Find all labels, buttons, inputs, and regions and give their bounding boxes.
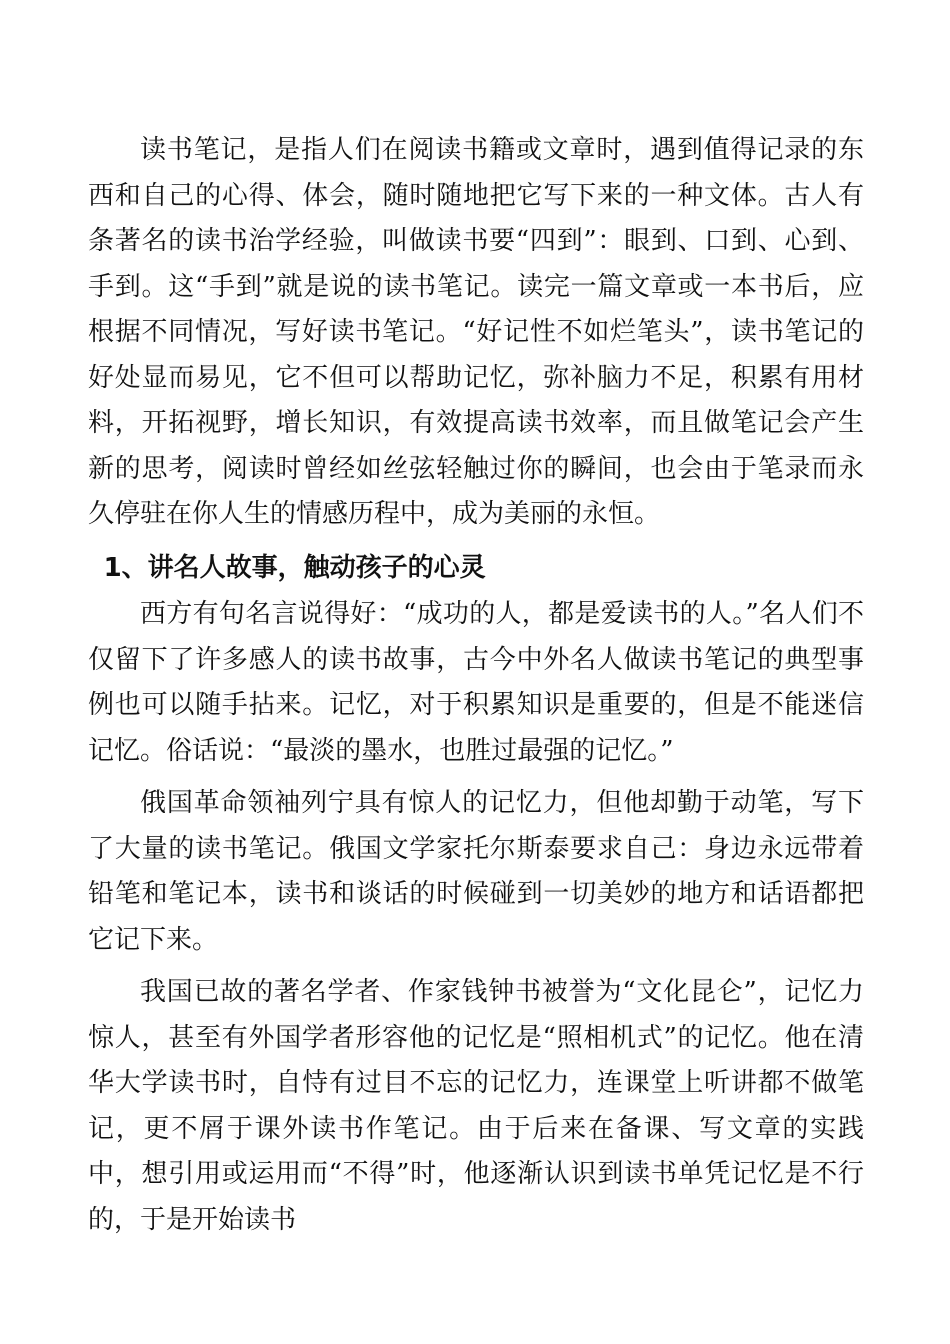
paragraph-gap — [88, 538, 864, 545]
intro-paragraph: 读书笔记，是指人们在阅读书籍或文章时，遇到值得记录的东西和自己的心得、体会，随时随地把它写下来的一种文体。古人有条著名的读书治学经验，叫做读书要“四到”：眼到、口到、心到、手到。这“手到”就是说的读书笔记。读完一篇文章或一本书后，应根据不同情况，写好读书笔记。“好记性不如烂笔头”，读书笔记的好处显而易见，它不但可以帮助记忆，弥补脑力不足，积累有用材料，开拓视野，增长知识，有效提高读书效率，而且做笔记会产生新的思考，阅读时曾经如丝弦轻触过你的瞬间，也会由于笔录而永久停驻在你人生的情感历程中，成为美丽的永恒。 — [88, 135, 864, 529]
paragraph-gap — [88, 774, 864, 781]
section-heading: 1、讲名人故事，触动孩子的心灵 — [103, 552, 486, 583]
section-paragraph-3: 我国已故的著名学者、作家钱钟书被誉为“文化昆仑”，记忆力惊人，甚至有外国学者形容他的记忆是“照相机式”的记忆。他在清华大学读书时，自恃有过目不忘的记忆力，连课堂上听讲都不做笔记，更不屑于课外读书作笔记。由于后来在备课、写文章的实践中，想引用或运用而“不得”时，他逐渐认识到读书单凭记忆是不行的，于是开始读书 — [88, 977, 864, 1235]
paragraph-gap — [88, 963, 864, 970]
section-paragraph-2: 俄国革命领袖列宁具有惊人的记忆力，但他却勤于动笔，写下了大量的读书笔记。俄国文学家托尔斯泰要求自己：身边永远带着铅笔和笔记本，读书和谈话的时候碰到一切美妙的地方和话语都把它记下来。 — [88, 788, 864, 955]
document-body — [88, 128, 864, 1243]
section-paragraph-1: 西方有句名言说得好：“成功的人，都是爱读书的人。”名人们不仅留下了许多感人的读书故事，古今中外名人做读书笔记的典型事例也可以随手拈来。记忆，对于积累知识是重要的，但是不能迷信记忆。俗话说：“最淡的墨水，也胜过最强的记忆。” — [88, 599, 864, 766]
